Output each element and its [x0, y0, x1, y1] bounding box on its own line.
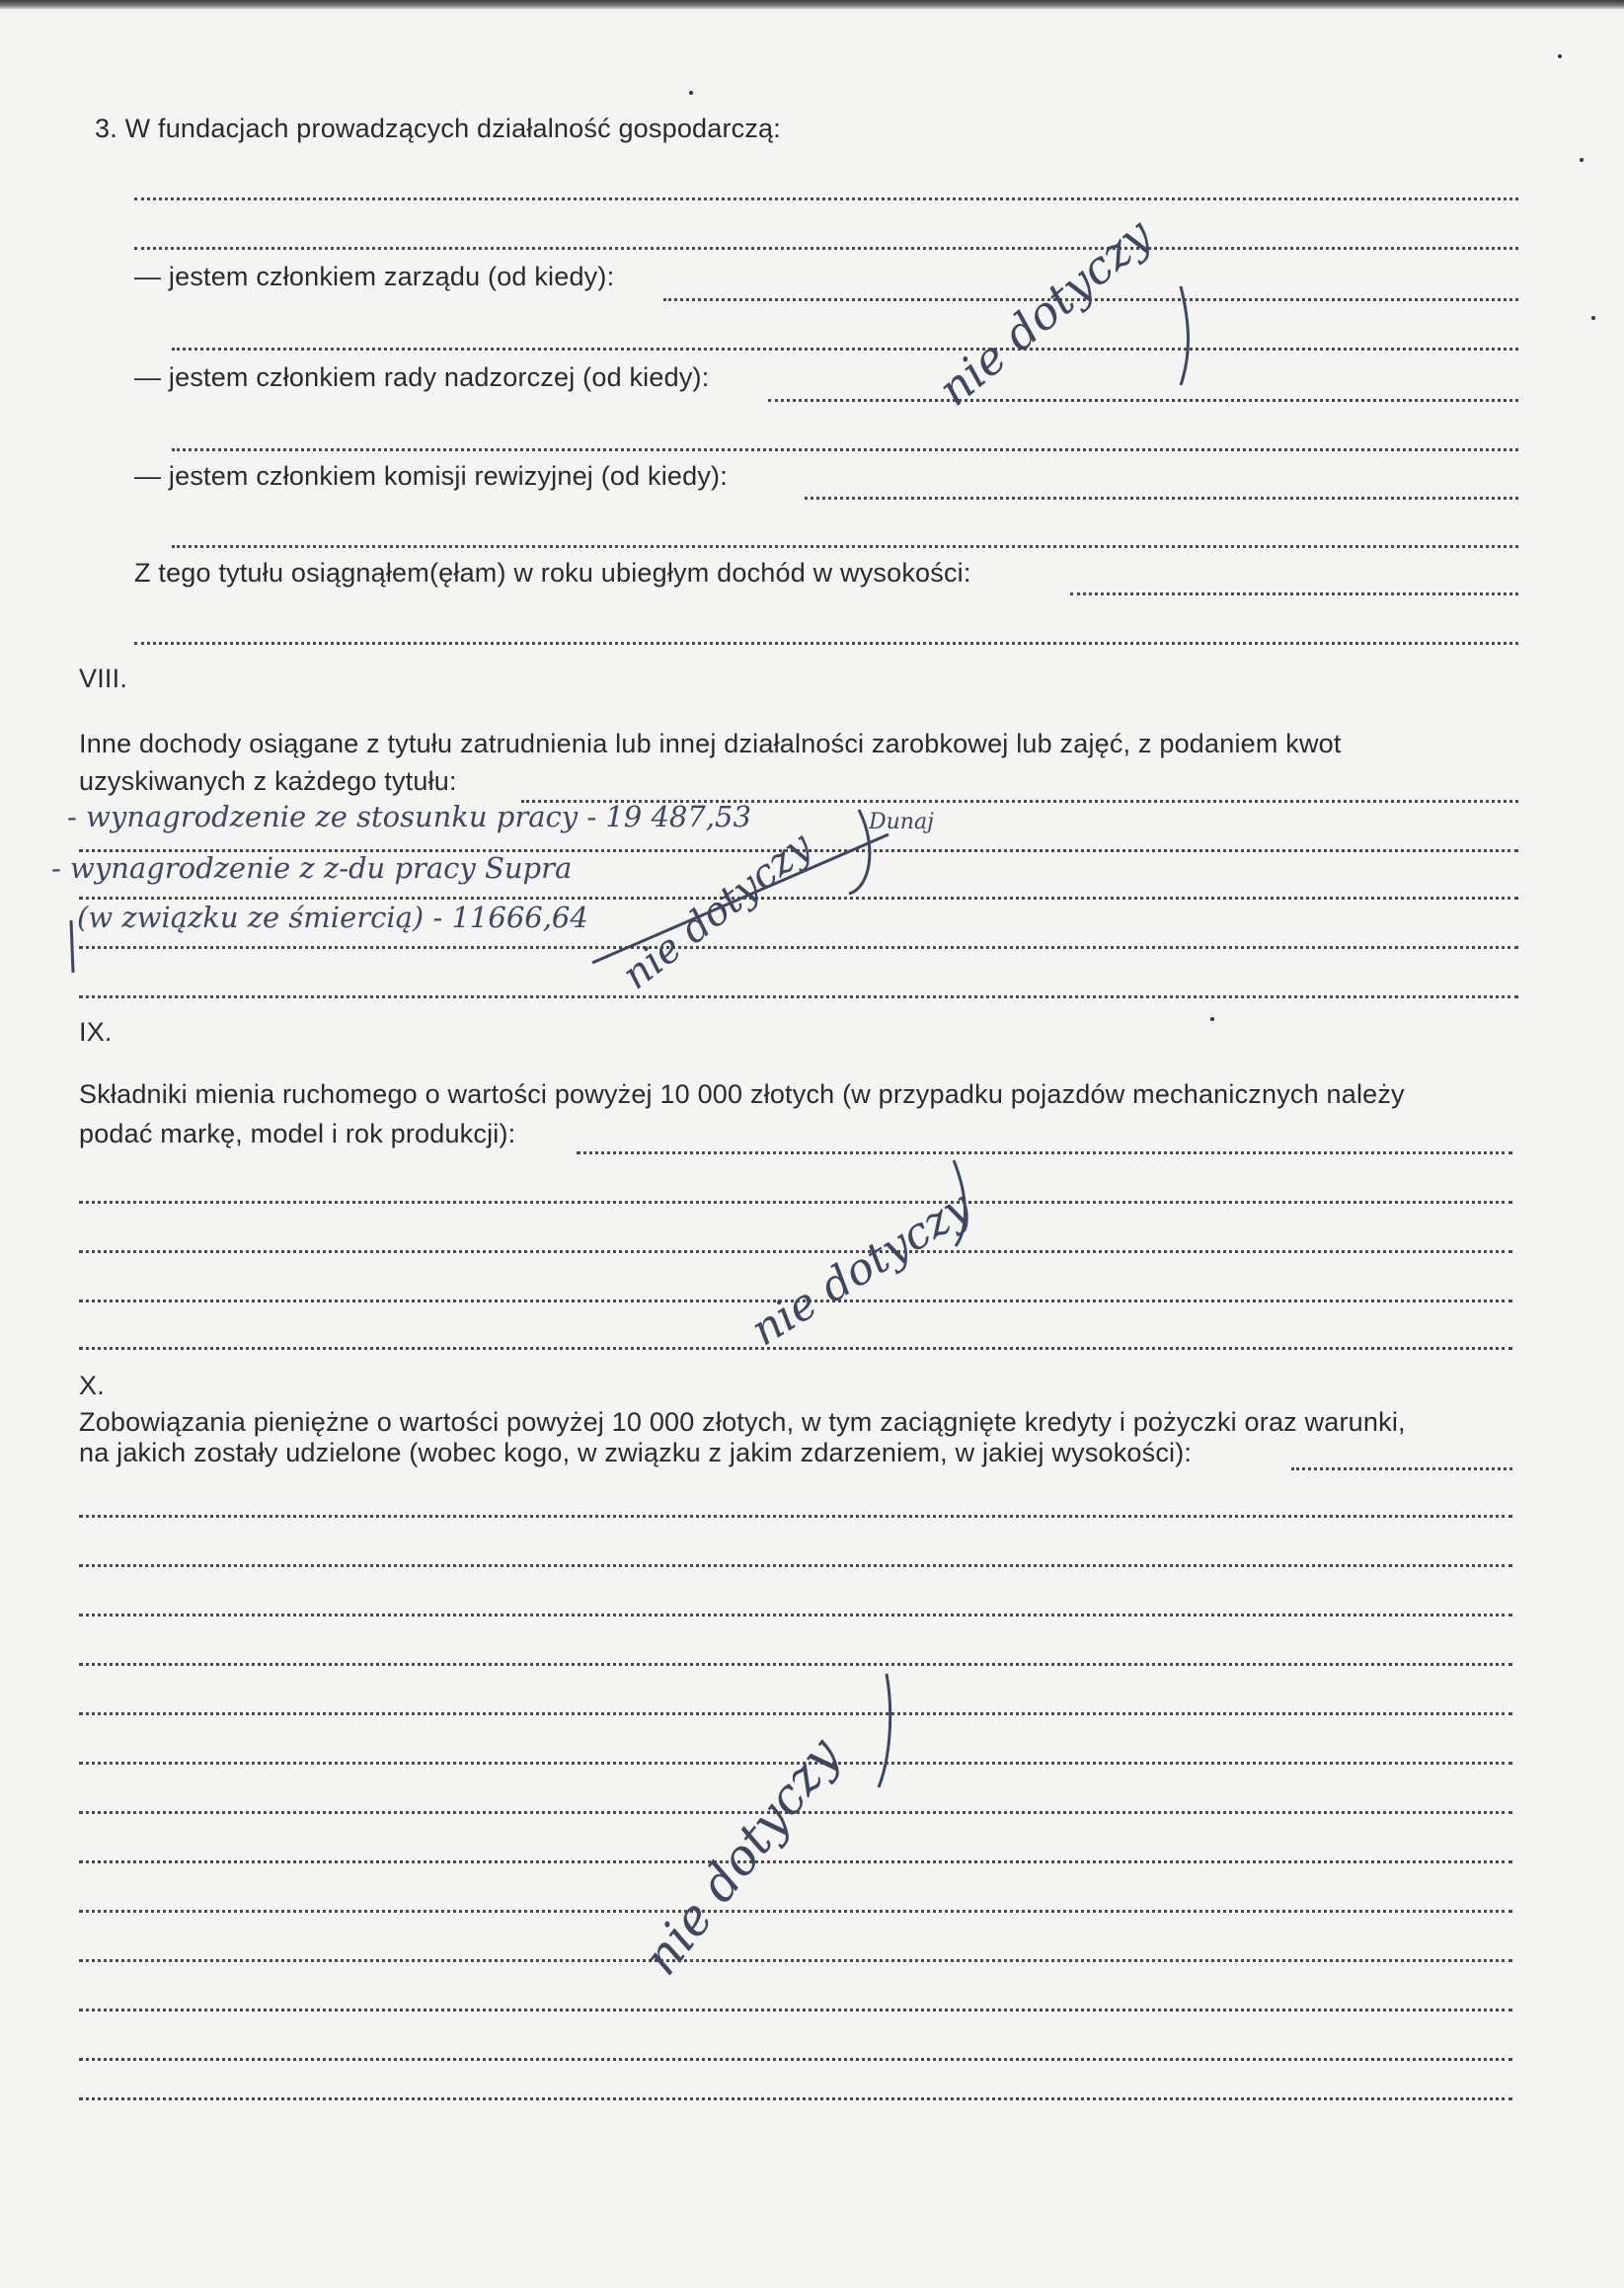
section-viii-text: uzyskiwanych z każdego tytułu:	[79, 766, 457, 796]
income-label: Z tego tytułu osiągnąłem(ęłam) w roku ubiegłym dochód w wysokości:	[134, 558, 971, 588]
handwritten-nie-dotyczy: nie dotyczy	[742, 1181, 980, 1357]
pen-tail-stroke	[1181, 286, 1189, 385]
handwritten-nie-dotyczy: nie dotyczy	[928, 207, 1162, 417]
handwritten-nie-dotyczy: nie dotyczy	[632, 1727, 852, 1986]
handwritten-income-line: - wynagrodzenie z z-du pracy Supra	[51, 851, 573, 885]
section-ix-text: Składniki mienia ruchomego o wartości powyżej 10 000 złotych (w przypadku pojazdów mechanicznych należy	[79, 1079, 1405, 1109]
bracket-stroke	[71, 920, 73, 973]
handwritten-initials: Dunaj	[869, 810, 934, 834]
section-x-heading: X.	[79, 1371, 105, 1400]
section-ix-text: podać markę, model i rok produkcji):	[79, 1119, 516, 1148]
handwritten-struck-nie-dotyczy: nie dotyczy	[614, 823, 821, 999]
section-x-text: Zobowiązania pieniężne o wartości powyżej 10 000 złotych, w tym zaciągnięte kredyty i pożyczki oraz warunki,	[79, 1407, 1406, 1437]
pen-tail-stroke	[879, 1674, 890, 1787]
strike-through-stroke	[592, 834, 889, 963]
handwritten-income-line: - wynagrodzenie ze stosunku pracy - 19 487,53	[67, 800, 751, 833]
pen-tail-stroke	[954, 1160, 966, 1246]
handwritten-income-line: (w związku ze śmiercią) - 11666,64	[77, 901, 588, 934]
item3-title: 3. W fundacjach prowadzących działalność gospodarczą:	[95, 114, 781, 143]
section-viii-heading: VIII.	[79, 664, 128, 693]
section-ix-heading: IX.	[79, 1017, 113, 1047]
audit-member-label: — jestem członkiem komisji rewizyjnej (od kiedy):	[134, 461, 728, 491]
supervisory-member-label: — jestem członkiem rady nadzorczej (od kiedy):	[134, 362, 710, 392]
board-member-label: — jestem członkiem zarządu (od kiedy):	[134, 262, 615, 291]
section-viii-text: Inne dochody osiągane z tytułu zatrudnienia lub innej działalności zarobkowej lub zajęć, z podaniem kwot	[79, 729, 1342, 758]
section-x-text: na jakich zostały udzielone (wobec kogo, w związku z jakim zdarzeniem, w jakiej wysokości):	[79, 1438, 1193, 1467]
